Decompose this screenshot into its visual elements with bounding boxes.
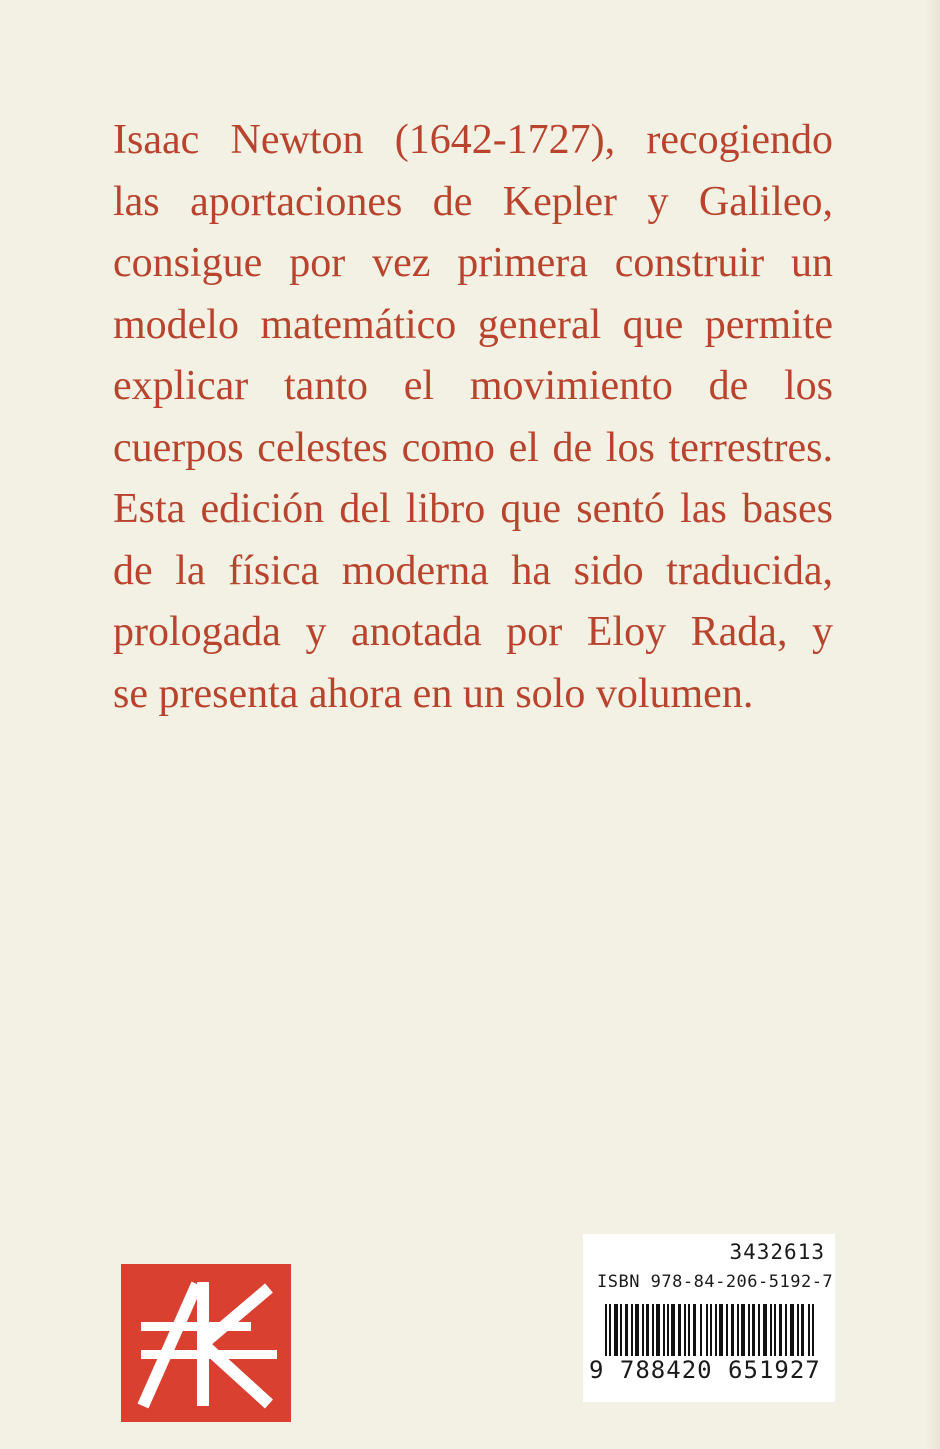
barcode-digits: 9 788420 651927 (589, 1356, 821, 1384)
blurb-line: explicar tanto el movimiento de los (113, 363, 833, 409)
blurb-line: las aportaciones de Kepler y Galileo, (113, 178, 833, 225)
blurb-line: cuerpos celestes como el de los terrestres. (113, 424, 833, 471)
publisher-logo (121, 1264, 291, 1422)
blurb-line: de la física moderna ha sido traducida, (113, 547, 833, 594)
isbn-number: ISBN 978-84-206-5192-7 (597, 1272, 834, 1292)
blurb-line: Esta edición del libro que sentó las bases (113, 486, 833, 532)
blurb-line: prologada y anotada por Eloy Rada, y (113, 609, 833, 655)
back-cover-blurb (113, 110, 833, 725)
stock-code: 3432613 (729, 1240, 825, 1264)
barcode-sticker (583, 1234, 835, 1402)
book-spine-shadow (926, 0, 940, 1449)
blurb-line: consigue por vez primera construir un (113, 240, 833, 286)
blurb-line: se presenta ahora en un solo volumen. (113, 670, 754, 717)
publisher-monogram-icon (121, 1264, 291, 1422)
blurb-line: Isaac Newton (1642-1727), recogiendo (113, 117, 833, 163)
blurb-line: modelo matemático general que permite (113, 301, 833, 348)
